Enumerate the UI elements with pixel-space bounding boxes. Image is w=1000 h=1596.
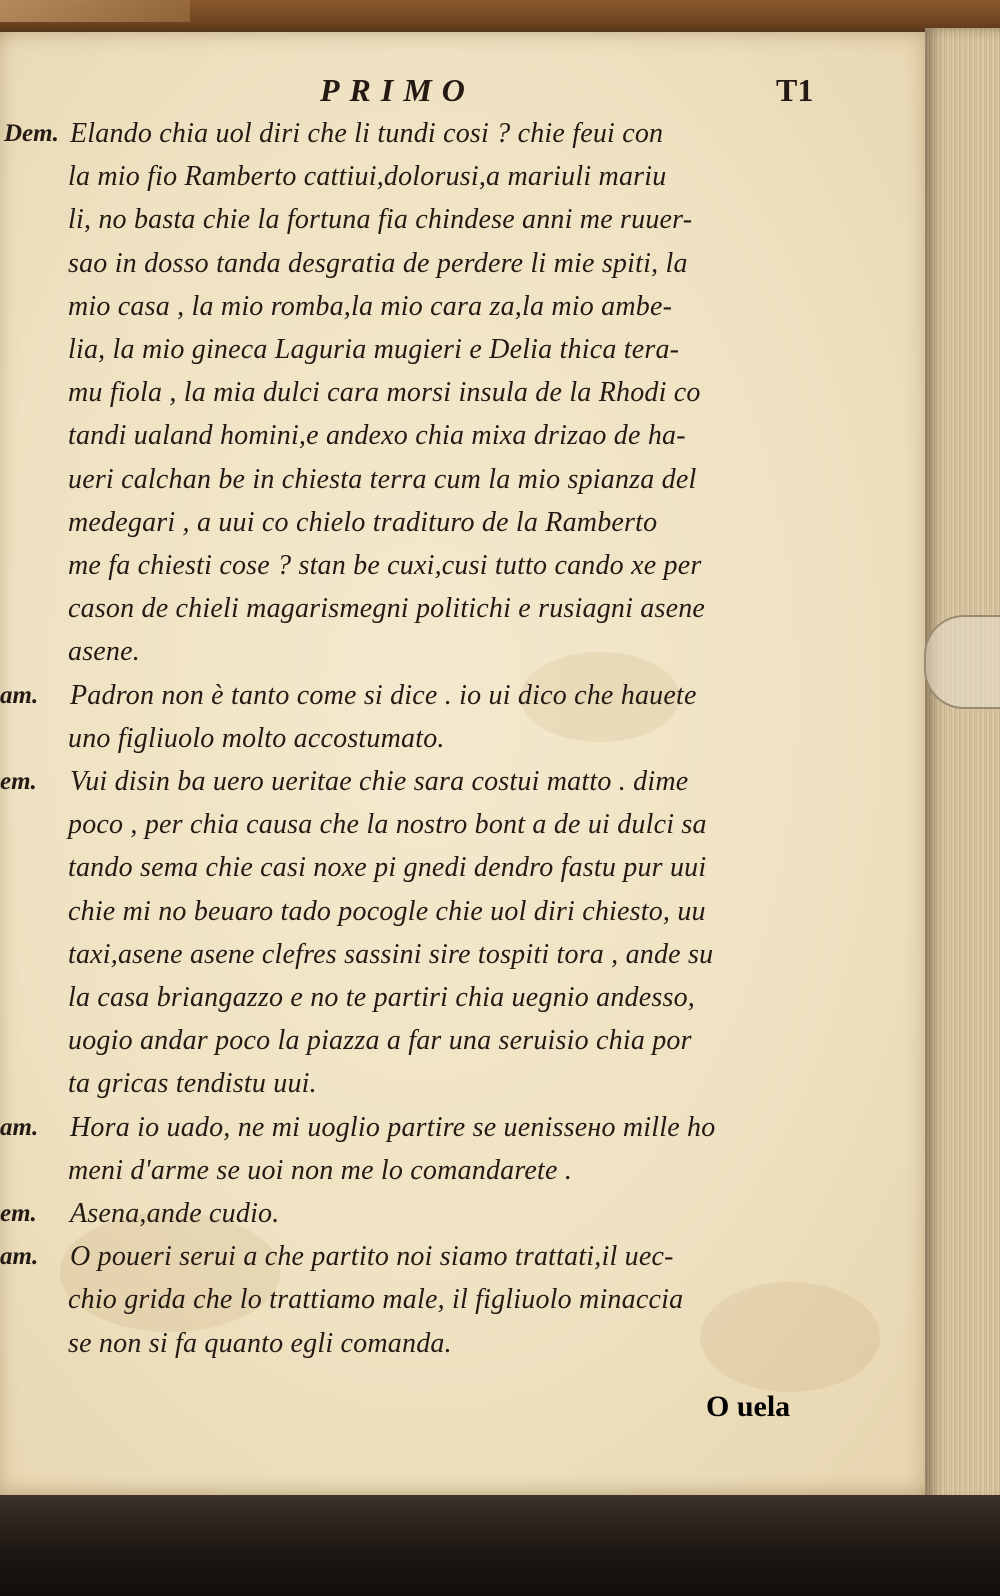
- text-line: cason de chieli magarismegni politichi e rusiagni asene: [68, 593, 706, 625]
- speaker-label: am.: [0, 1243, 39, 1271]
- text-line: la casa briangazzo e no te partiri chia uegnio andesso,: [68, 982, 695, 1013]
- speaker-label: am.: [0, 681, 39, 709]
- text-line: la mio fio Ramberto cattiui,dolorusi,a mariuli mariu: [68, 161, 667, 193]
- folio-number: T1: [776, 72, 814, 108]
- text-line: ueri calchan be in chiesta terra cum la mio spianza del: [68, 463, 697, 495]
- text-line: tando sema chie casi noxe pi gnedi dendro fastu pur uui: [68, 852, 707, 884]
- text-line: taxi,asene asene clefres sassini sire tospiti tora , ande su: [68, 938, 714, 970]
- text-line: chio grida che lo trattiamo male, il figliuolo minaccia: [68, 1284, 684, 1316]
- text-line: uno figliuolo molto accostumato.: [68, 722, 445, 754]
- text-line: O poueri serui a che partito noi siamo trattati,il uec-: [70, 1241, 674, 1273]
- text-line: medegari , a uui co chielo tradituro de la Ramberto: [68, 506, 658, 538]
- text-line: ta gricas tendistu uui.: [68, 1068, 317, 1100]
- text-line: Asena,ande cudio.: [70, 1198, 280, 1229]
- text-line: chie mi no beuaro tado pocogle chie uol diri chiesto, uu: [68, 895, 706, 927]
- background-surface: [0, 1495, 1000, 1596]
- text-line: mio casa , la mio romba,la mio cara za,la mio ambe-: [68, 290, 673, 322]
- text-line: lia, la mio gineca Laguria mugieri e Delia thica tera-: [68, 334, 680, 365]
- speaker-label: Dem.: [4, 120, 59, 147]
- page-header: [0, 72, 930, 122]
- text-line: li, no basta chie la fortuna fia chindese anni me ruuer-: [68, 204, 693, 236]
- speaker-label: em.: [0, 1200, 37, 1227]
- text-line: uogio andar poco la piazza a far una seruisio chia por: [68, 1025, 692, 1057]
- running-head: PRIMO: [320, 72, 475, 108]
- text-line: sao in dosso tanda desgratia de perdere li mie spiti, la: [68, 247, 688, 279]
- speaker-label: am.: [0, 1113, 39, 1141]
- text-line: se non si fa quanto egli comanda.: [68, 1327, 452, 1359]
- catchword: O uela: [706, 1390, 791, 1423]
- bookmark-tab: [924, 615, 1000, 709]
- text-line: Vui disin ba uero ueritae chie sara costui matto . dime: [70, 766, 689, 797]
- text-line: mu fiola , la mia dulci cara morsi insula de la Rhodi co: [68, 377, 701, 409]
- text-line: asene.: [68, 636, 140, 668]
- text-line: Elando chia uol diri che li tundi cosi ? chie feui con: [70, 118, 664, 149]
- text-line: poco , per chia causa che la nostro bont a de ui dulci sa: [68, 809, 707, 841]
- speaker-label: em.: [0, 768, 37, 795]
- text-line: me fa chiesti cose ? stan be cuxi,cusi tutto cando xe per: [68, 550, 702, 581]
- page-edges: [925, 28, 1000, 1503]
- text-line: meni d'arme se uoi non me lo comandarete .: [68, 1154, 573, 1186]
- text-line: tandi ualand homini,e andexo chia mixa drizao de ha-: [68, 420, 686, 452]
- text-line: Hora io uado, ne mi uoglio partire se uenissено mille ho: [70, 1111, 716, 1143]
- text-line: Padron non è tanto come si dice . io ui dico che hauete: [70, 679, 697, 711]
